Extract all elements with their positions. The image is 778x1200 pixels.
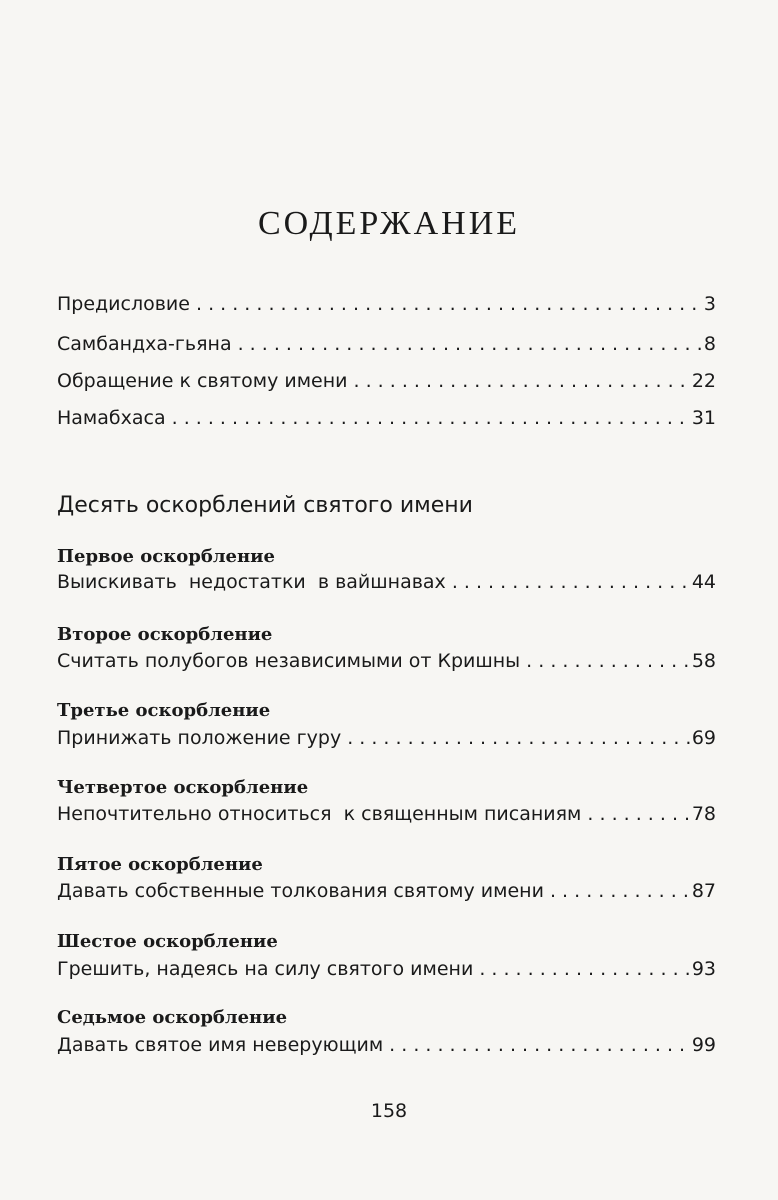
toc-entry-label: Намабхаса — [57, 407, 166, 429]
chapter-heading: Четвертое оскорбление — [57, 777, 309, 798]
dot-leader — [196, 292, 702, 316]
chapter-heading: Первое оскорбление — [57, 546, 275, 567]
toc-entry-label: Самбандха-гьяна — [57, 333, 232, 355]
toc-entry-page: 78 — [691, 803, 716, 825]
toc-entry-label: Давать святое имя неверующим — [57, 1034, 384, 1056]
toc-entry — [57, 570, 716, 594]
toc-entry-page: 3 — [703, 293, 716, 315]
toc-entry — [57, 726, 716, 750]
dot-leader — [238, 332, 702, 356]
toc-entry — [57, 292, 716, 316]
toc-entry-page: 31 — [691, 407, 716, 429]
toc-entry-label: Грешить, надеясь на силу святого имени — [57, 958, 474, 980]
toc-entry-page: 58 — [691, 650, 716, 672]
page-number: 158 — [370, 1100, 408, 1122]
chapter-heading: Шестое оскорбление — [57, 931, 278, 952]
toc-entry-page: 8 — [703, 333, 716, 355]
toc-entry — [57, 879, 716, 903]
dot-leader — [526, 649, 690, 673]
toc-entry-page: 44 — [691, 571, 716, 593]
toc-entry-label: Непочтительно относиться к священным писаниям — [57, 803, 582, 825]
toc-entry — [57, 332, 716, 356]
dot-leader — [587, 802, 689, 826]
section-heading: Десять оскорблений святого имени — [57, 493, 473, 518]
toc-entry — [57, 406, 716, 430]
dot-leader — [452, 570, 690, 594]
dot-leader — [550, 879, 690, 903]
toc-entry-label: Выискивать недостатки в вайшнавах — [57, 571, 446, 593]
toc-entry — [57, 802, 716, 826]
dot-leader — [172, 406, 690, 430]
toc-entry-page: 69 — [691, 727, 716, 749]
toc-entry-page: 87 — [691, 880, 716, 902]
toc-entry — [57, 957, 716, 981]
chapter-heading: Пятое оскорбление — [57, 854, 263, 875]
dot-leader — [389, 1033, 690, 1057]
chapter-heading: Второе оскорбление — [57, 624, 273, 645]
toc-entry-label: Обращение к святому имени — [57, 370, 348, 392]
toc-entry-page: 99 — [691, 1034, 716, 1056]
toc-entry — [57, 649, 716, 673]
toc-entry-label: Принижать положение гуру — [57, 727, 342, 749]
toc-entry-label: Считать полубогов независимыми от Кришны — [57, 650, 521, 672]
toc-entry-label: Предисловие — [57, 293, 190, 315]
toc-entry — [57, 1033, 716, 1057]
page-title: СОДЕРЖАНИЕ — [257, 205, 521, 242]
toc-entry — [57, 369, 716, 393]
dot-leader — [354, 369, 690, 393]
dot-leader — [479, 957, 690, 981]
chapter-heading: Седьмое оскорбление — [57, 1007, 288, 1028]
toc-entry-page: 22 — [691, 370, 716, 392]
chapter-heading: Третье оскорбление — [57, 700, 271, 721]
toc-entry-label: Давать собственные толкования святому имени — [57, 880, 544, 902]
toc-entry-page: 93 — [691, 958, 716, 980]
dot-leader — [347, 726, 690, 750]
